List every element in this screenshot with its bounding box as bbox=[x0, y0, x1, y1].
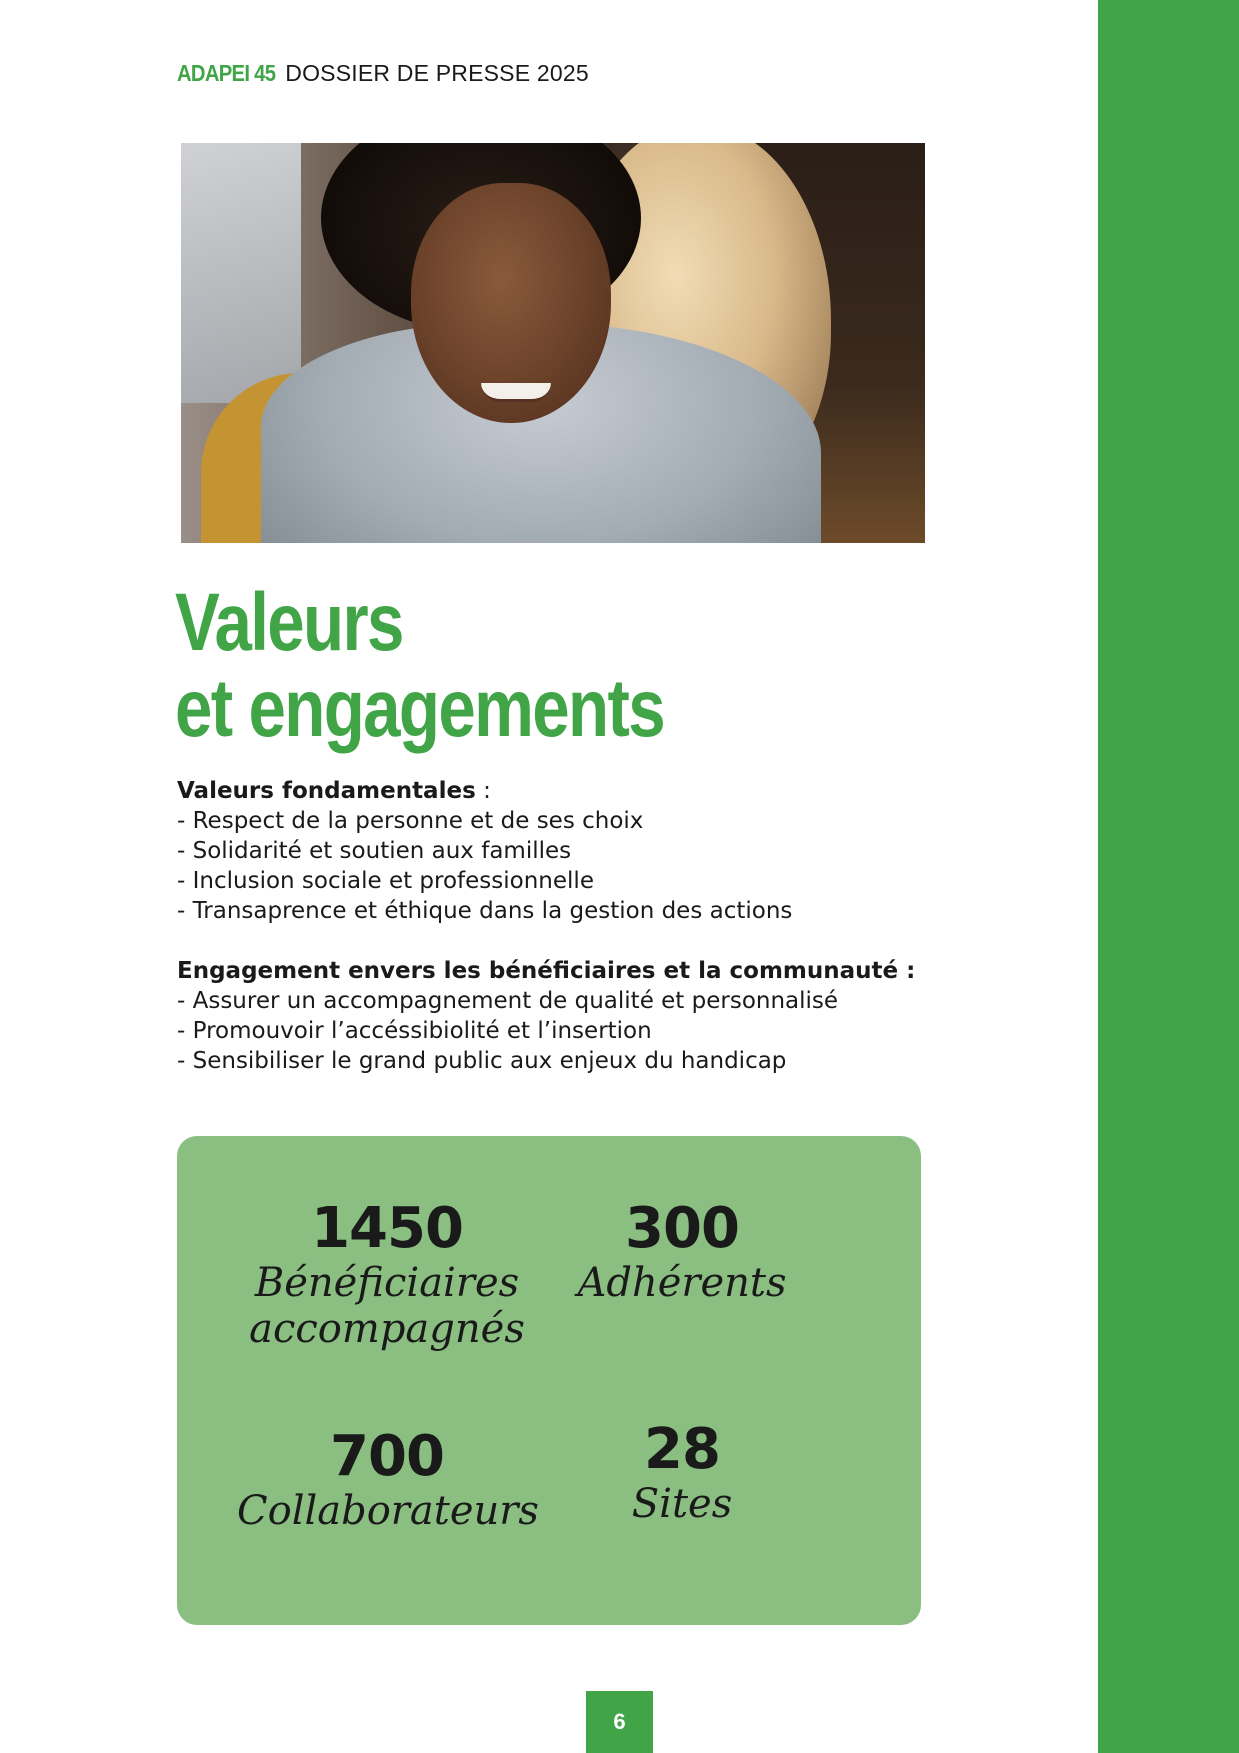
stat-value: 28 bbox=[644, 1417, 720, 1482]
list-item: - Solidarité et soutien aux familles bbox=[177, 838, 572, 864]
list-item: - Respect de la personne et de ses choix bbox=[177, 808, 644, 834]
stat-label: Bénéficiaires bbox=[254, 1260, 520, 1306]
values-heading: Valeurs fondamentales bbox=[177, 778, 476, 804]
title-line-1: Valeurs bbox=[175, 577, 403, 668]
stat-value: 300 bbox=[625, 1196, 739, 1261]
key-figures-panel bbox=[177, 1136, 921, 1625]
stat-label: Collaborateurs bbox=[237, 1488, 539, 1534]
hero-photo bbox=[181, 143, 925, 543]
stat-label: Adhérents bbox=[577, 1260, 787, 1306]
stat-collaborateurs bbox=[237, 1426, 537, 1534]
side-color-band bbox=[1098, 0, 1239, 1753]
stat-label: Sites bbox=[631, 1481, 733, 1527]
section-spacer bbox=[177, 926, 1057, 956]
list-item: - Promouvoir l’accéssibiolité et l’insertion bbox=[177, 1018, 652, 1044]
list-item: - Sensibiliser le grand public aux enjeux du handicap bbox=[177, 1048, 787, 1074]
values-heading-suffix: : bbox=[475, 778, 491, 804]
page-number: 6 bbox=[586, 1691, 653, 1753]
page-title bbox=[175, 577, 664, 754]
page-header bbox=[177, 60, 589, 87]
photo-smile bbox=[481, 383, 551, 402]
engagement-heading: Engagement envers les bénéficiaires et la communauté : bbox=[177, 958, 916, 984]
stat-sites bbox=[562, 1419, 802, 1527]
stat-adherents bbox=[562, 1198, 802, 1306]
list-item: - Transaprence et éthique dans la gestion des actions bbox=[177, 898, 793, 924]
list-item: - Assurer un accompagnement de qualité et personnalisé bbox=[177, 988, 839, 1014]
values-heading-row bbox=[177, 776, 1057, 806]
stat-value: 700 bbox=[330, 1424, 444, 1489]
values-section bbox=[177, 776, 1057, 1076]
title-line-2: et engagements bbox=[175, 663, 664, 754]
document-title: DOSSIER DE PRESSE 2025 bbox=[285, 60, 589, 86]
brand-name: ADAPEI 45 bbox=[177, 60, 276, 86]
photo-background-window bbox=[181, 143, 301, 403]
stat-label: accompagnés bbox=[249, 1306, 525, 1352]
stat-value: 1450 bbox=[311, 1196, 463, 1261]
list-item: - Inclusion sociale et professionnelle bbox=[177, 868, 594, 894]
stat-beneficiaires bbox=[237, 1198, 537, 1352]
